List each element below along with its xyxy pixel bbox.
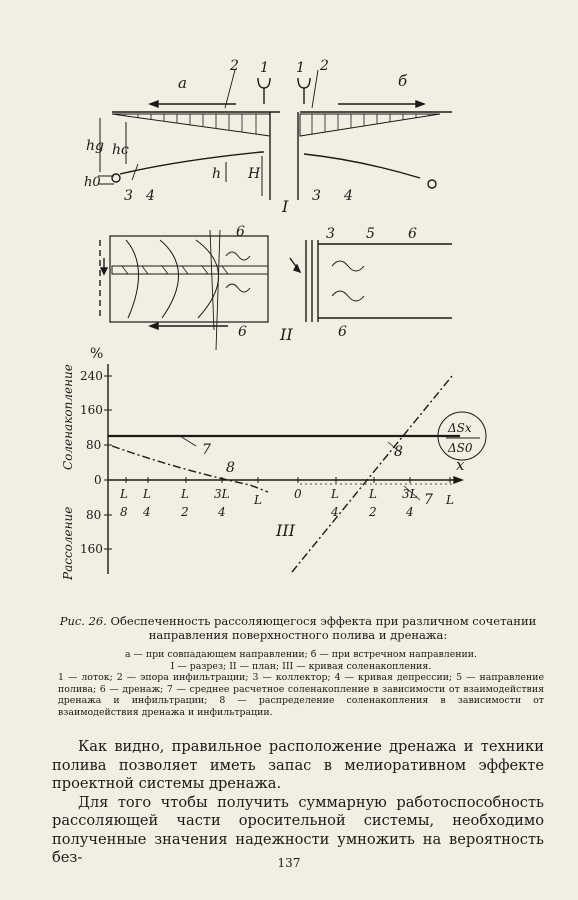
y-unit: %: [90, 346, 104, 362]
x-tick-9-num: 3L: [402, 487, 418, 501]
y-tick-80: 80: [86, 438, 102, 452]
collector-left: [112, 174, 120, 182]
x-tick-6-num: 0: [294, 487, 302, 501]
x-tick-4-den: 4: [218, 505, 226, 519]
label-n1-right: 1: [296, 60, 305, 76]
label-a: а: [178, 74, 187, 92]
x-tick-4-num: 3L: [214, 487, 230, 501]
y-tick-neg80: 80: [86, 508, 102, 522]
flume-left: [258, 78, 270, 104]
x-tick-8-den: 2: [369, 505, 377, 519]
depression-curve-left: [120, 152, 262, 174]
label-hc: hс: [112, 142, 129, 158]
curve-8-left: [112, 446, 268, 492]
legend-line-2: I — разрез; II — план; III — кривая соленакопления.: [170, 660, 432, 672]
paragraph-2: Для того чтобы получить суммарную работоспособность рассоляющей части оросительной системы, необходимо полученные значения надежности умножить на вероятность без-: [52, 793, 544, 866]
roman-III: III: [276, 521, 295, 540]
legend-line-1: а — при совпадающем направлении; б — при встречном направлении.: [124, 649, 478, 660]
label-n2-left: 2: [230, 58, 239, 74]
caption-text: Обеспеченность рассоляющегося эффекта при различном сочетании направления поверхностного полива и дренажа:: [106, 614, 537, 642]
label-7-right: 7: [424, 492, 433, 508]
label-7-left: 7: [202, 442, 211, 458]
figure-caption: [58, 614, 538, 642]
ratio-numerator: ΔSx: [448, 421, 472, 435]
collector-right: [428, 180, 436, 188]
label-salt-accumulation: Соленакопление: [61, 364, 75, 470]
label-8-right: 8: [394, 444, 403, 460]
plan-left: [110, 236, 268, 322]
label-n4-right: 4: [344, 188, 353, 204]
label-n2-right: 2: [320, 58, 329, 74]
label-5-plan: 5: [366, 226, 375, 242]
x-tick-3-den: 2: [181, 505, 189, 519]
x-tick-1-num: L: [120, 487, 128, 501]
x-tick-10-num: L: [446, 493, 454, 507]
label-h: h: [212, 166, 222, 182]
roman-I: I: [282, 197, 289, 216]
roman-II: II: [280, 325, 293, 344]
label-desalination: Рассоление: [61, 506, 75, 580]
ratio-denominator: ΔS0: [448, 441, 473, 455]
label-b: б: [398, 72, 408, 90]
legend-text: 1 — лоток; 2 — эпора инфильтрации; 3 — коллектор; 4 — кривая депрессии; 5 — направление полива; 6 — дренаж; 7 — среднее расчетное соленакопление в зависимости от взаимодействия дренажа и инфильтрации; 8 — распределение соленакопления в зависимости от взаимодействия дренажа и инфильтрации.: [58, 672, 544, 718]
flume-right: [298, 78, 310, 104]
label-6-bottom: 6: [238, 324, 247, 340]
paragraph-1: Как видно, правильное расположение дренажа и техники полива позволяет иметь запас в мелиоративном эффекте проектной системы дренажа.: [52, 738, 544, 792]
label-6-right: 6: [408, 226, 417, 242]
label-8-left: 8: [226, 460, 235, 476]
label-hg: hg: [86, 138, 104, 154]
curve-8-right: [292, 376, 452, 572]
y-tick-240: 240: [80, 369, 103, 383]
x-tick-3-num: L: [181, 487, 189, 501]
label-6-top: 6: [236, 224, 245, 240]
label-h0: h0: [84, 175, 101, 190]
label-n3-left: 3: [124, 188, 133, 204]
label-n1-left: 1: [260, 60, 269, 76]
body-text: [52, 738, 544, 868]
y-tick-160: 160: [80, 403, 103, 417]
x-axis-label: x: [456, 456, 465, 474]
y-tick-0: 0: [94, 473, 102, 487]
label-6-right-bottom: 6: [338, 324, 347, 340]
x-tick-2-num: L: [143, 487, 151, 501]
depression-curve-right: [304, 154, 420, 178]
y-tick-neg160: 160: [80, 542, 103, 556]
caption-lead: Рис. 26.: [59, 614, 107, 628]
label-H: H: [248, 166, 261, 182]
x-tick-7-den: 4: [331, 505, 339, 519]
label-n4-left: 4: [146, 188, 155, 204]
infiltration-epure-left: [112, 114, 270, 136]
x-tick-1-den: 8: [120, 505, 128, 519]
label-n3-right: 3: [312, 188, 321, 204]
label-3-plan: 3: [326, 226, 335, 242]
x-tick-2-den: 4: [143, 505, 151, 519]
x-tick-7-num: L: [331, 487, 339, 501]
x-tick-8-num: L: [369, 487, 377, 501]
x-tick-5-num: L: [254, 493, 262, 507]
x-tick-9-den: 4: [406, 505, 414, 519]
infiltration-epure-right: [300, 114, 440, 136]
page-number: 137: [277, 856, 301, 870]
figure-legend: [58, 649, 544, 719]
